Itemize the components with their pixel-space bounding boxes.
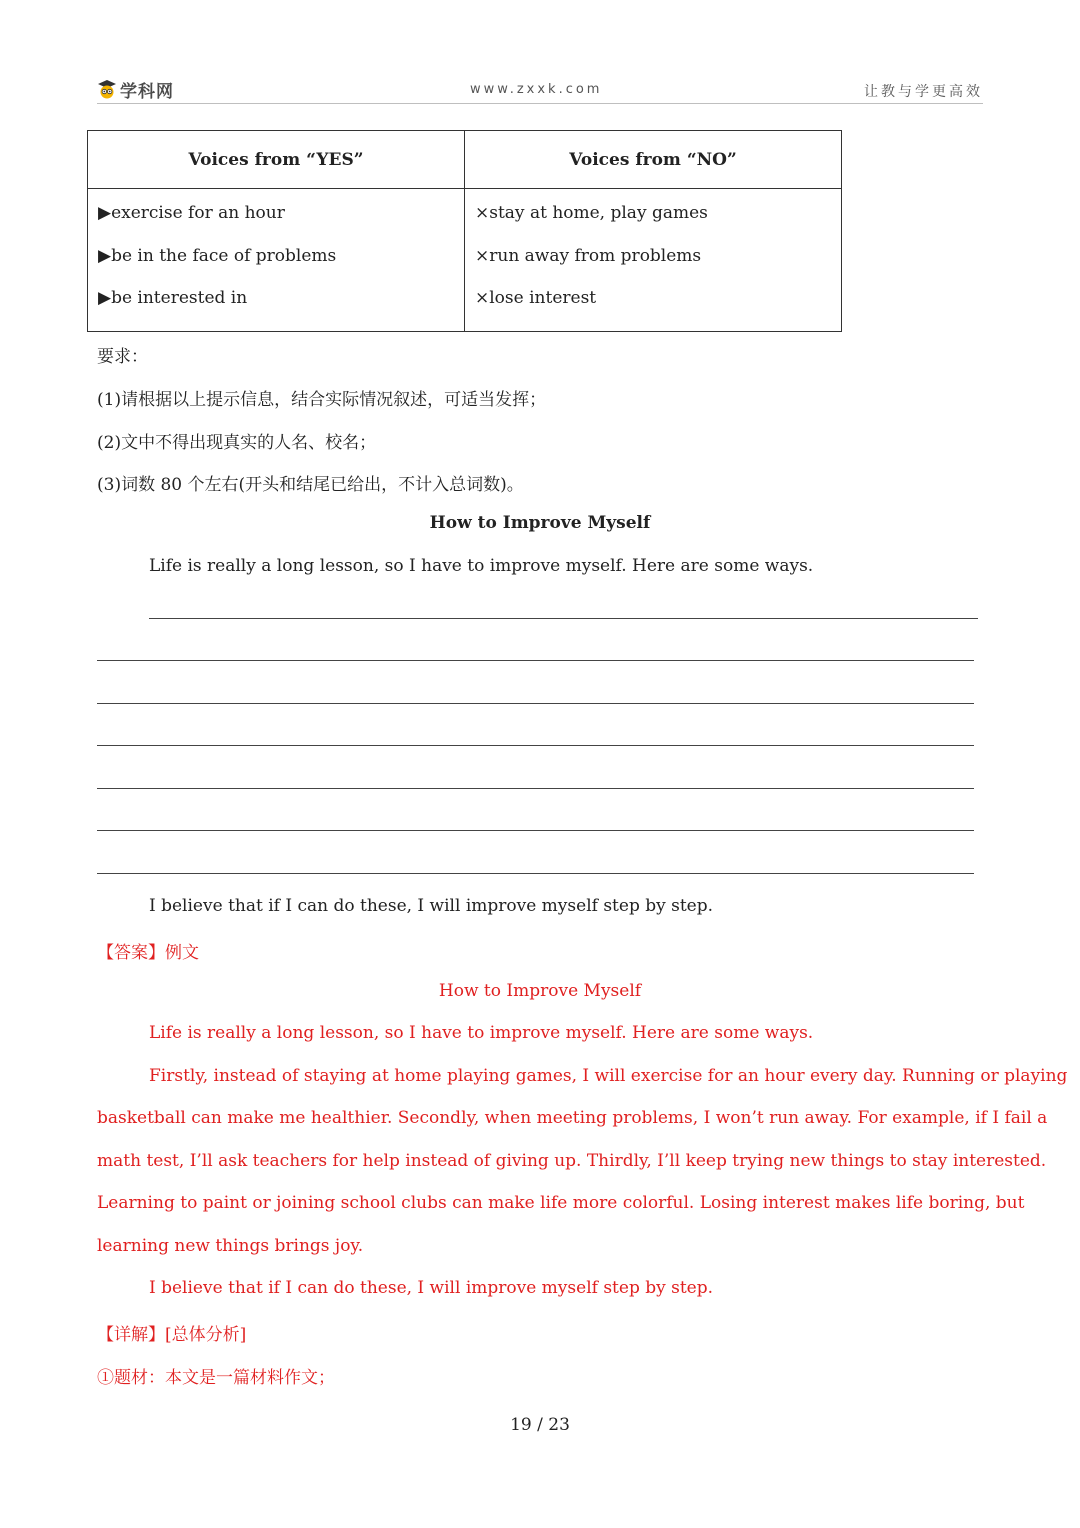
yes-column-header: Voices from “YES” [88, 131, 465, 189]
detail-item: ①题材：本文是一篇材料作文； [97, 1368, 335, 1388]
no-item: ×lose interest [475, 288, 597, 308]
no-item: ×run away from problems [475, 245, 702, 266]
yes-column-cell [88, 189, 465, 332]
requirement-item: (1)请根据以上提示信息，结合实际情况叙述，可适当发挥； [97, 390, 547, 410]
writing-line[interactable] [97, 873, 974, 874]
writing-line[interactable] [97, 660, 974, 661]
voices-table [87, 130, 842, 332]
no-column-header: Voices from “NO” [465, 131, 842, 189]
logo-text: 学科网 [120, 81, 174, 102]
answer-line: Learning to paint or joining school clubs can make life more colorful. Losing interest makes life boring, but [97, 1193, 1025, 1213]
site-logo[interactable] [97, 78, 174, 100]
essay-closing: I believe that if I can do these, I will improve myself step by step. [149, 896, 714, 916]
yes-item: ▶be interested in [98, 288, 248, 308]
requirements-label: 要求： [97, 347, 148, 367]
essay-title: How to Improve Myself [429, 513, 651, 533]
answer-title: How to Improve Myself [438, 981, 642, 1001]
answer-line: I believe that if I can do these, I will improve myself step by step. [149, 1278, 714, 1298]
page-header [97, 76, 983, 104]
answer-label: 【答案】例文 [97, 943, 199, 963]
no-column-cell [465, 189, 842, 332]
answer-line: Firstly, instead of staying at home playing games, I will exercise for an hour every day. Running or playing [149, 1066, 1068, 1086]
writing-line[interactable] [97, 788, 974, 789]
writing-line[interactable] [149, 618, 978, 619]
requirement-item: (3)词数 80 个左右(开头和结尾已给出，不计入总词数)。 [97, 475, 524, 495]
essay-opening: Life is really a long lesson, so I have to improve myself. Here are some ways. [149, 556, 814, 576]
page-number: 19 / 23 [510, 1415, 570, 1435]
answer-line: math test, I’ll ask teachers for help instead of giving up. Thirdly, I’ll keep trying new things to stay interested. [97, 1151, 1047, 1171]
no-item: ×stay at home, play games [475, 203, 708, 223]
detail-label: 【详解】[总体分析] [97, 1325, 247, 1345]
yes-item: ▶exercise for an hour [98, 203, 285, 223]
yes-item: ▶be in the face of problems [98, 245, 337, 266]
answer-line: basketball can make me healthier. Secondly, when meeting problems, I won’t run away. For example, if I fail a [97, 1108, 1048, 1128]
answer-line: Life is really a long lesson, so I have to improve myself. Here are some ways. [149, 1023, 814, 1043]
owl-logo-icon [97, 79, 117, 99]
site-url[interactable]: www.zxxk.com [470, 82, 603, 97]
writing-line[interactable] [97, 745, 974, 746]
table-header-row [88, 131, 842, 189]
writing-line[interactable] [97, 830, 974, 831]
requirement-item: (2)文中不得出现真实的人名、校名； [97, 433, 377, 453]
writing-line[interactable] [97, 703, 974, 704]
site-slogan: 让教与学更高效 [864, 84, 983, 100]
answer-line: learning new things brings joy. [97, 1236, 364, 1256]
table-body-row [88, 189, 842, 332]
